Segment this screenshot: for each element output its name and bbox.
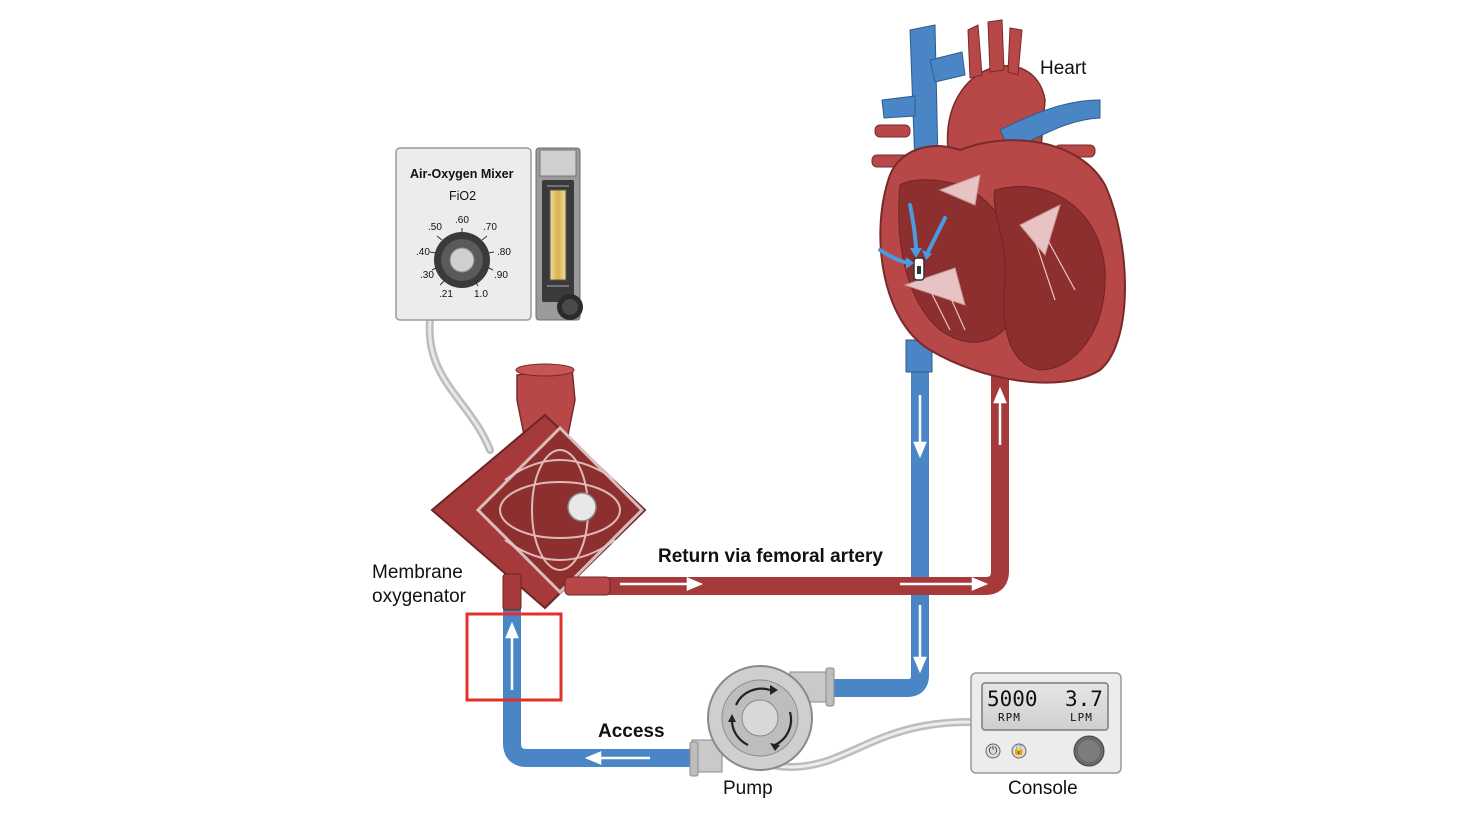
mixer-title: Air-Oxygen Mixer	[410, 167, 514, 181]
pump-label: Pump	[723, 778, 773, 799]
access-label: Access	[598, 721, 665, 742]
console-rpm-unit: RPM	[998, 711, 1021, 724]
console-flow-value: 3.7	[1065, 687, 1103, 711]
centrifugal-pump	[690, 666, 834, 776]
power-button[interactable]: ⏻	[988, 744, 998, 757]
membrane-oxygenator-label-line1: Membrane	[372, 562, 463, 583]
membrane-oxygenator-label-line2: oxygenator	[372, 586, 467, 607]
mixer-tick-50: .50	[428, 222, 442, 233]
mixer-tick-80: .80	[497, 247, 511, 258]
console-rpm-value: 5000	[987, 687, 1038, 711]
mixer-tick-1-0: 1.0	[474, 289, 488, 300]
heart-illustration	[872, 20, 1125, 383]
lock-button[interactable]: 🔓	[1012, 745, 1026, 756]
mixer-tick-60: .60	[455, 215, 469, 226]
mixer-tick-40: .40	[416, 247, 430, 258]
mixer-tick-70: .70	[483, 222, 497, 233]
console-label: Console	[1008, 778, 1078, 799]
mixer-tick-30: .30	[420, 270, 434, 281]
mixer-tick-21: .21	[439, 289, 453, 300]
heart-label: Heart	[1040, 58, 1087, 79]
console-flow-unit: LPM	[1070, 711, 1093, 724]
venous-drainage-line	[830, 340, 920, 688]
return-label: Return via femoral artery	[658, 546, 883, 567]
console-control-knob[interactable]	[1074, 736, 1104, 766]
mixer-fio2-label: FiO2	[449, 189, 477, 203]
mixer-tick-90: .90	[494, 270, 508, 281]
